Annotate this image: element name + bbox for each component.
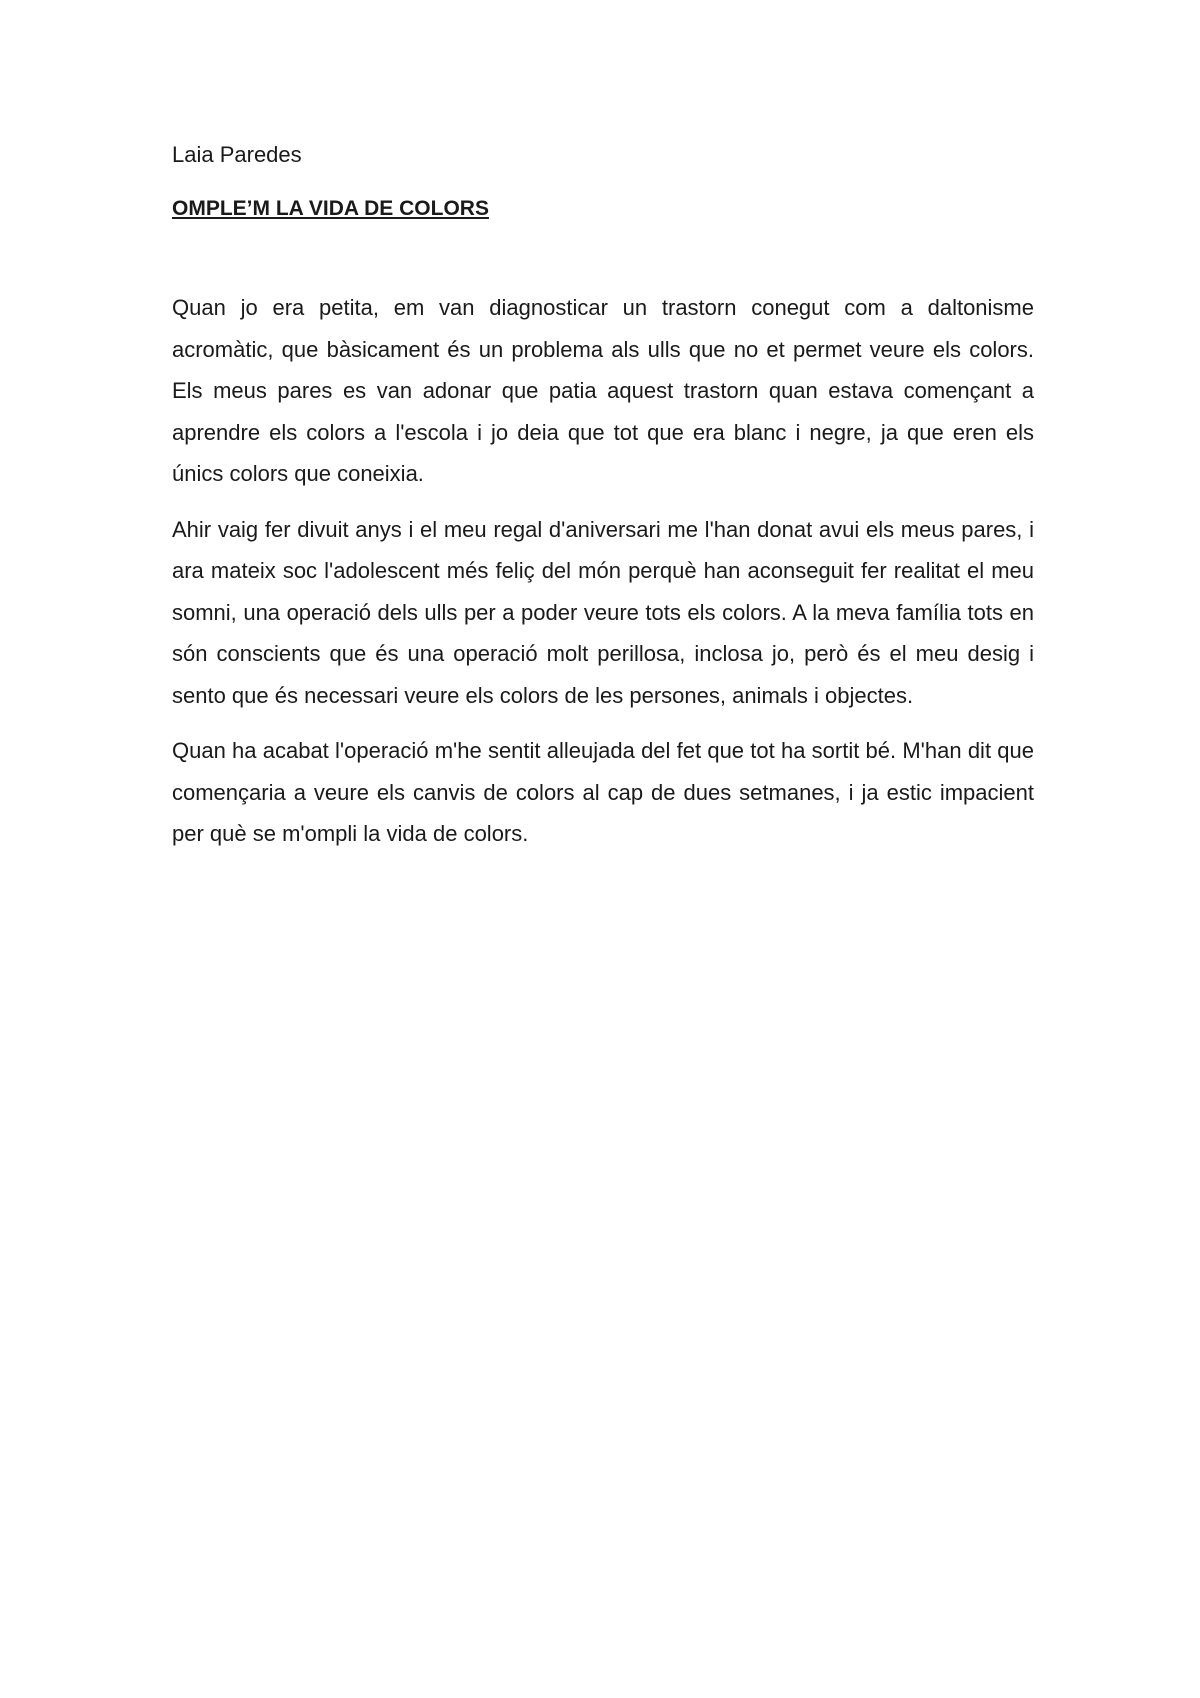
document-body bbox=[172, 140, 1034, 855]
author-name: Laia Paredes bbox=[172, 142, 302, 167]
paragraph-3: Quan ha acabat l'operació m'he sentit alleujada del fet que tot ha sortit bé. M'han dit que començaria a veure els canvis de colors al cap de dues setmanes, i ja estic impacient per què se m'ompli la vida de colors. bbox=[172, 738, 1034, 846]
paragraph-1: Quan jo era petita, em van diagnosticar un trastorn conegut com a daltonisme acromàtic, que bàsicament és un problema als ulls que no et permet veure els colors. Els meus pares es van adonar que patia aquest trastorn quan estava començant a aprendre els colors a l'escola i jo deia que tot que era blanc i negre, ja que eren els únics colors que coneixia. bbox=[172, 295, 1034, 486]
paragraph-2: Ahir vaig fer divuit anys i el meu regal d'aniversari me l'han donat avui els meus pares, i ara mateix soc l'adolescent més feliç del món perquè han aconseguit fer realitat el meu somni, una operació dels ulls per a poder veure tots els colors. A la meva família tots en són conscients que és una operació molt perillosa, inclosa jo, però és el meu desig i sento que és necessari veure els colors de les persones, animals i objectes. bbox=[172, 516, 1034, 708]
document-title: OMPLE’M LA VIDA DE COLORS bbox=[172, 197, 489, 220]
